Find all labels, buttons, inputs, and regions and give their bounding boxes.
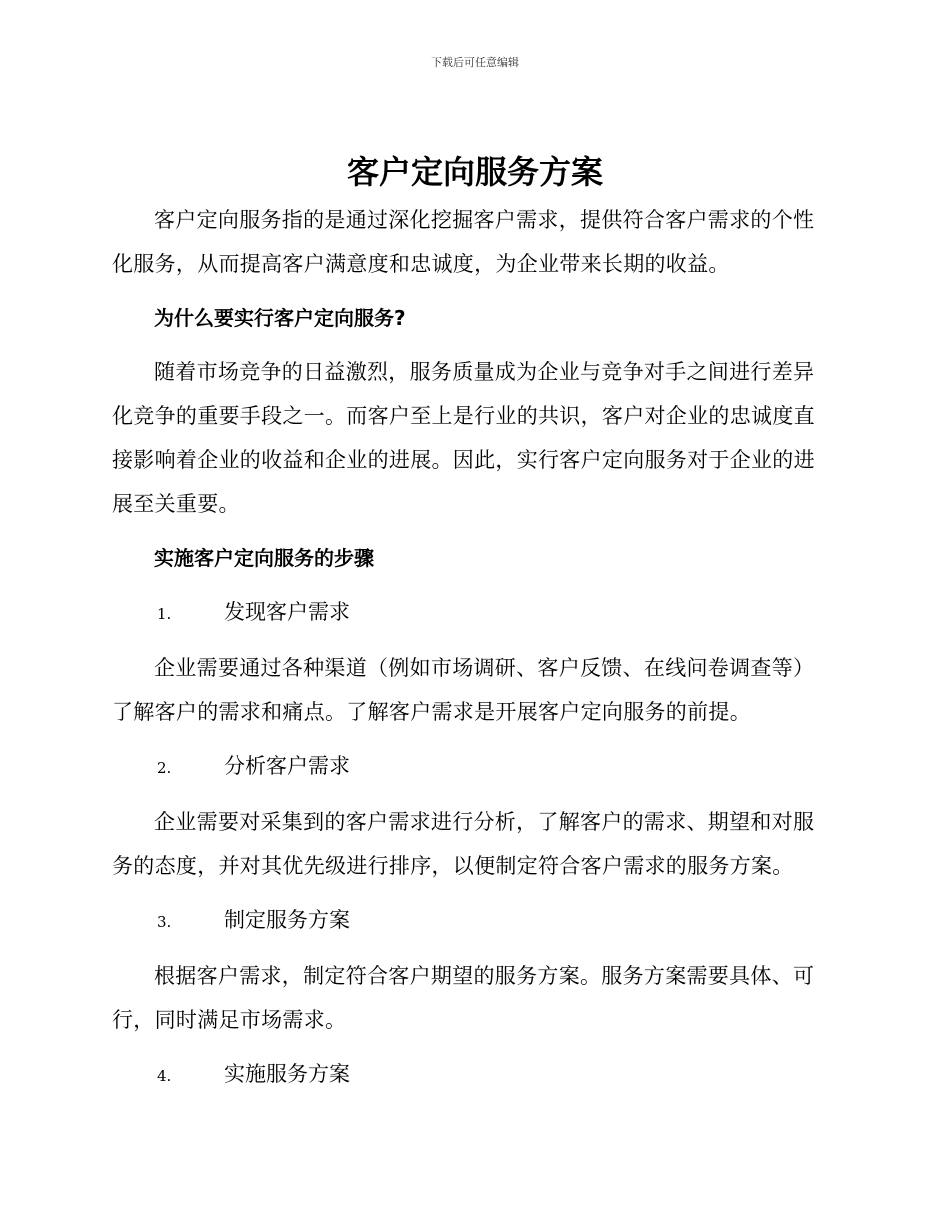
step-title: 发现客户需求 (224, 600, 350, 624)
section-why-paragraph: 随着市场竞争的日益激烈，服务质量成为企业与竞争对手之间进行差异化竞争的重要手段之一。而客户至上是行业的共识，客户对企业的忠诚度直接影响着企业的收益和企业的进展。因此，实行客户定向服务对于企业的进展至关重要。 (112, 360, 815, 516)
step-heading-1 (112, 590, 832, 636)
step-heading-4 (112, 1052, 832, 1098)
step-number: 3. (157, 913, 172, 931)
step-number: 2. (157, 759, 172, 777)
step-title: 实施服务方案 (224, 1062, 350, 1086)
step-paragraph-3: 根据客户需求，制定符合客户期望的服务方案。服务方案需要具体、可行，同时满足市场需求。 (112, 964, 815, 1032)
step-heading-3 (112, 898, 832, 944)
step-title: 制定服务方案 (224, 908, 350, 932)
step-number: 1. (157, 605, 172, 623)
step-paragraph-1: 企业需要通过各种渠道（例如市场调研、客户反馈、在线问卷调查等）了解客户的需求和痛点。了解客户需求是开展客户定向服务的前提。 (112, 656, 815, 724)
document-body (112, 198, 832, 1108)
step-title: 分析客户需求 (224, 754, 350, 778)
step-heading-2 (112, 744, 832, 790)
intro-paragraph: 客户定向服务指的是通过深化挖掘客户需求，提供符合客户需求的个性化服务，从而提高客户满意度和忠诚度，为企业带来长期的收益。 (112, 208, 815, 276)
step-paragraph-2: 企业需要对采集到的客户需求进行分析，了解客户的需求、期望和对服务的态度，并对其优先级进行排序，以便制定符合客户需求的服务方案。 (112, 810, 815, 878)
header-note: 下载后可任意编辑 (431, 56, 519, 69)
section-heading-steps: 实施客户定向服务的步骤 (154, 546, 374, 570)
section-heading-why: 为什么要实行客户定向服务? (154, 306, 406, 330)
document-title: 客户定向服务方案 (346, 153, 603, 191)
step-number: 4. (157, 1067, 172, 1085)
